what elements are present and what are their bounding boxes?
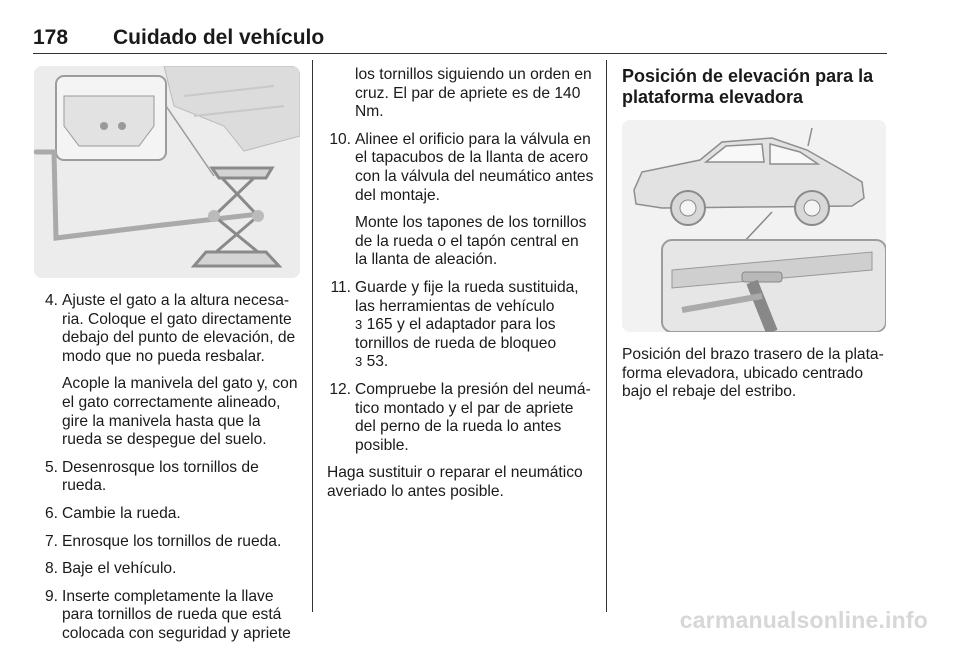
item-text xyxy=(355,279,595,372)
item-text: Inserte completamente la llave para tornillos de rueda que está colocada con seguridad y apriete xyxy=(62,587,291,642)
page-reference[interactable]: 53. xyxy=(366,353,389,371)
item-subtext: Acople la manivela del gato y, con el gato correctamente alineado, gire la manivela hasta que la rueda se despegue del suelo. xyxy=(62,375,298,449)
lift-point-illustration xyxy=(622,120,886,332)
item-text: Desenrosque los tornillos de rueda. xyxy=(62,458,259,495)
closing-paragraph: Haga sustituir o reparar el neumático averiado lo antes posible. xyxy=(327,464,583,500)
item-text: Enrosque los tornillos de rueda. xyxy=(62,532,282,550)
item-number: 5. xyxy=(44,458,58,476)
item-text: Cambie la rueda. xyxy=(62,504,181,522)
item-number: 10. xyxy=(329,130,351,148)
list-item xyxy=(327,131,595,270)
item-text: Compruebe la presión del neumá-tico montado y el par de apriete del perno de la rueda lo antes posible. xyxy=(355,380,591,454)
list-item xyxy=(327,279,595,372)
item-number: 6. xyxy=(44,504,58,522)
cross-reference-arrow-icon: 3 xyxy=(355,354,363,370)
scissor-jack-drawing xyxy=(34,66,300,278)
item-text-part: y el adaptador para los tornillos de rueda de bloqueo xyxy=(355,316,557,352)
column-separator xyxy=(312,60,313,612)
item-number: 9. xyxy=(44,587,58,605)
jack-illustration xyxy=(34,66,300,278)
item-number: 7. xyxy=(44,532,58,550)
header-rule xyxy=(33,53,887,54)
middle-column xyxy=(327,66,595,501)
item-number: 8. xyxy=(44,560,58,578)
figure-caption: Posición del brazo trasero de la plata-forma elevadora, ubicado centrado bajo el rebaje del estribo. xyxy=(622,346,884,401)
item-subtext: Monte los tapones de los tornillos de la rueda o el tapón central en la llanta de aleación. xyxy=(355,214,587,269)
item-text: Ajuste el gato a la altura necesa-ria. Coloque el gato directamente debajo del punto de elevación, de modo que no pueda resbalar. xyxy=(62,292,296,365)
item-number: 12. xyxy=(329,380,351,398)
section-heading: Posición de elevación para la plataforma elevadora xyxy=(622,66,874,107)
list-item xyxy=(34,588,300,644)
list-item xyxy=(34,505,300,524)
column-separator xyxy=(606,60,607,612)
list-item xyxy=(34,560,300,579)
list-item xyxy=(34,459,300,496)
list-item xyxy=(327,381,595,455)
car-lift-drawing xyxy=(622,120,886,332)
watermark: carmanualsonline.info xyxy=(679,607,928,633)
list-item xyxy=(34,533,300,552)
list-item xyxy=(34,292,300,450)
page-number: 178 xyxy=(33,26,69,49)
page-reference[interactable]: 165 xyxy=(366,316,393,334)
item-text: Baje el vehículo. xyxy=(62,560,177,578)
right-column xyxy=(622,66,886,402)
item-text-part: Guarde y fije la rueda sustituida, las herramientas de vehículo xyxy=(355,278,579,315)
item-number: 11. xyxy=(330,278,351,296)
item-text: Alinee el orificio para la válvula en el tapacubos de la llanta de acero con la válvula del neumático antes del montaje. xyxy=(355,130,594,204)
page-header xyxy=(33,6,887,52)
cross-reference-arrow-icon: 3 xyxy=(355,317,363,333)
continued-text: los tornillos siguiendo un orden en cruz. El par de apriete es de 140 Nm. xyxy=(355,66,592,121)
item-number: 4. xyxy=(44,292,58,309)
chapter-title: Cuidado del vehículo xyxy=(113,26,325,49)
left-column xyxy=(34,66,300,653)
